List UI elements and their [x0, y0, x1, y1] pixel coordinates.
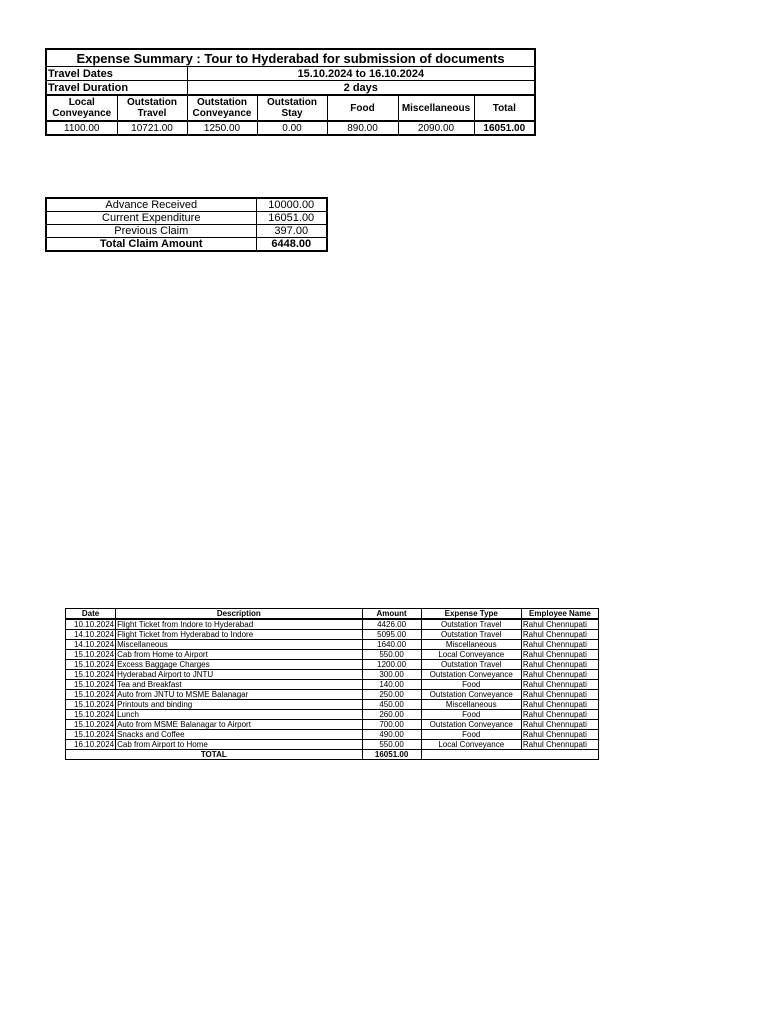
summary-value-cell: 2090.00 — [398, 121, 474, 135]
row-description: Excess Baggage Charges — [116, 660, 362, 670]
row-amount: 700.00 — [362, 720, 421, 730]
detail-total-row — [66, 750, 599, 760]
travel-duration-value: 2 days — [187, 81, 535, 96]
travel-dates-value: 15.10.2024 to 16.10.2024 — [187, 67, 535, 81]
row-amount: 300.00 — [362, 670, 421, 680]
row-amount: 1200.00 — [362, 660, 421, 670]
detail-total-label: TOTAL — [66, 750, 363, 760]
row-description: Cab from Home to Airport — [116, 650, 362, 660]
row-expense-type: Food — [421, 730, 521, 740]
travel-dates-label: Travel Dates — [46, 67, 187, 81]
row-expense-type: Food — [421, 710, 521, 720]
table-row — [66, 690, 599, 700]
table-row — [66, 650, 599, 660]
row-description: Snacks and Coffee — [116, 730, 362, 740]
row-amount: 140.00 — [362, 680, 421, 690]
table-row — [66, 640, 599, 650]
row-expense-type: Outstation Travel — [421, 630, 521, 640]
summary-value-cell: 10721.00 — [117, 121, 187, 135]
claim-value: 16051.00 — [256, 212, 327, 225]
row-amount: 4426.00 — [362, 619, 421, 630]
claim-row — [46, 198, 327, 212]
row-date: 15.10.2024 — [66, 690, 116, 700]
row-expense-type: Food — [421, 680, 521, 690]
row-employee-name: Rahul Chennupati — [521, 670, 598, 680]
row-description: Auto from JNTU to MSME Balanagar — [116, 690, 362, 700]
table-row — [66, 670, 599, 680]
column-header-amount: Amount — [362, 609, 421, 620]
summary-header-cell: Outstation Travel — [117, 95, 187, 121]
detail-header-row — [66, 609, 599, 620]
row-description: Cab from Airport to Home — [116, 740, 362, 750]
row-expense-type: Outstation Conveyance — [421, 670, 521, 680]
claim-row — [46, 225, 327, 238]
expense-summary-table — [45, 48, 536, 136]
row-date: 15.10.2024 — [66, 700, 116, 710]
row-date: 15.10.2024 — [66, 680, 116, 690]
row-employee-name: Rahul Chennupati — [521, 710, 598, 720]
row-expense-type: Local Conveyance — [421, 650, 521, 660]
claim-total-label: Total Claim Amount — [46, 238, 256, 252]
claim-row — [46, 212, 327, 225]
summary-value-cell: 0.00 — [257, 121, 327, 135]
claim-label: Advance Received — [46, 198, 256, 212]
row-expense-type: Outstation Travel — [421, 619, 521, 630]
row-description: Miscellaneous — [116, 640, 362, 650]
row-expense-type: Outstation Conveyance — [421, 690, 521, 700]
row-amount: 1640.00 — [362, 640, 421, 650]
claim-total-value: 6448.00 — [256, 238, 327, 252]
row-expense-type: Miscellaneous — [421, 640, 521, 650]
row-amount: 550.00 — [362, 740, 421, 750]
row-employee-name: Rahul Chennupati — [521, 619, 598, 630]
table-row — [66, 660, 599, 670]
claim-total-row — [46, 238, 327, 252]
row-employee-name: Rahul Chennupati — [521, 680, 598, 690]
row-date: 15.10.2024 — [66, 660, 116, 670]
claim-table — [45, 197, 328, 252]
row-date: 15.10.2024 — [66, 650, 116, 660]
summary-value-cell: 890.00 — [327, 121, 398, 135]
table-row — [66, 630, 599, 640]
detail-total-value: 16051.00 — [362, 750, 421, 760]
row-expense-type: Local Conveyance — [421, 740, 521, 750]
row-employee-name: Rahul Chennupati — [521, 720, 598, 730]
row-amount: 250.00 — [362, 690, 421, 700]
table-row — [66, 619, 599, 630]
row-expense-type: Miscellaneous — [421, 700, 521, 710]
row-description: Auto from MSME Balanagar to Airport — [116, 720, 362, 730]
summary-header-cell: Local Conveyance — [46, 95, 117, 121]
row-amount: 260.00 — [362, 710, 421, 720]
column-header-date: Date — [66, 609, 116, 620]
summary-header-cell: Total — [474, 95, 535, 121]
summary-value-cell: 1100.00 — [46, 121, 117, 135]
column-header-employee-name: Employee Name — [521, 609, 598, 620]
summary-total-value: 16051.00 — [474, 121, 535, 135]
row-date: 16.10.2024 — [66, 740, 116, 750]
summary-header-cell: Miscellaneous — [398, 95, 474, 121]
row-employee-name: Rahul Chennupati — [521, 630, 598, 640]
row-expense-type: Outstation Conveyance — [421, 720, 521, 730]
summary-header-cell: Outstation Conveyance — [187, 95, 257, 121]
row-employee-name: Rahul Chennupati — [521, 650, 598, 660]
table-row — [66, 730, 599, 740]
claim-value: 10000.00 — [256, 198, 327, 212]
row-date: 15.10.2024 — [66, 670, 116, 680]
table-row — [66, 680, 599, 690]
summary-header-cell: Outstation Stay — [257, 95, 327, 121]
row-description: Flight Ticket from Indore to Hyderabad — [116, 619, 362, 630]
row-amount: 5095.00 — [362, 630, 421, 640]
column-header-expense-type: Expense Type — [421, 609, 521, 620]
summary-value-cell: 1250.00 — [187, 121, 257, 135]
column-header-description: Description — [116, 609, 362, 620]
table-row — [66, 720, 599, 730]
table-row — [66, 740, 599, 750]
summary-title: Expense Summary : Tour to Hyderabad for submission of documents — [46, 49, 535, 67]
row-description: Lunch — [116, 710, 362, 720]
summary-header-cell: Food — [327, 95, 398, 121]
row-amount: 450.00 — [362, 700, 421, 710]
row-date: 15.10.2024 — [66, 730, 116, 740]
summary-values-row — [46, 121, 535, 135]
claim-label: Previous Claim — [46, 225, 256, 238]
row-expense-type: Outstation Travel — [421, 660, 521, 670]
detail-body — [66, 619, 599, 750]
row-employee-name: Rahul Chennupati — [521, 640, 598, 650]
row-amount: 550.00 — [362, 650, 421, 660]
row-description: Printouts and binding — [116, 700, 362, 710]
row-description: Flight Ticket from Hyderabad to Indore — [116, 630, 362, 640]
row-employee-name: Rahul Chennupati — [521, 740, 598, 750]
row-date: 14.10.2024 — [66, 640, 116, 650]
row-date: 15.10.2024 — [66, 710, 116, 720]
claim-value: 397.00 — [256, 225, 327, 238]
row-date: 14.10.2024 — [66, 630, 116, 640]
row-date: 10.10.2024 — [66, 619, 116, 630]
row-description: Tea and Breakfast — [116, 680, 362, 690]
table-row — [66, 700, 599, 710]
row-employee-name: Rahul Chennupati — [521, 690, 598, 700]
row-employee-name: Rahul Chennupati — [521, 730, 598, 740]
row-employee-name: Rahul Chennupati — [521, 700, 598, 710]
table-row — [66, 710, 599, 720]
expense-detail-table — [65, 608, 599, 760]
row-description: Hyderabad Airport to JNTU — [116, 670, 362, 680]
row-employee-name: Rahul Chennupati — [521, 660, 598, 670]
detail-total-blank — [421, 750, 598, 760]
travel-duration-label: Travel Duration — [46, 81, 187, 96]
summary-header-row — [46, 95, 535, 121]
row-amount: 490.00 — [362, 730, 421, 740]
claim-label: Current Expenditure — [46, 212, 256, 225]
row-date: 15.10.2024 — [66, 720, 116, 730]
